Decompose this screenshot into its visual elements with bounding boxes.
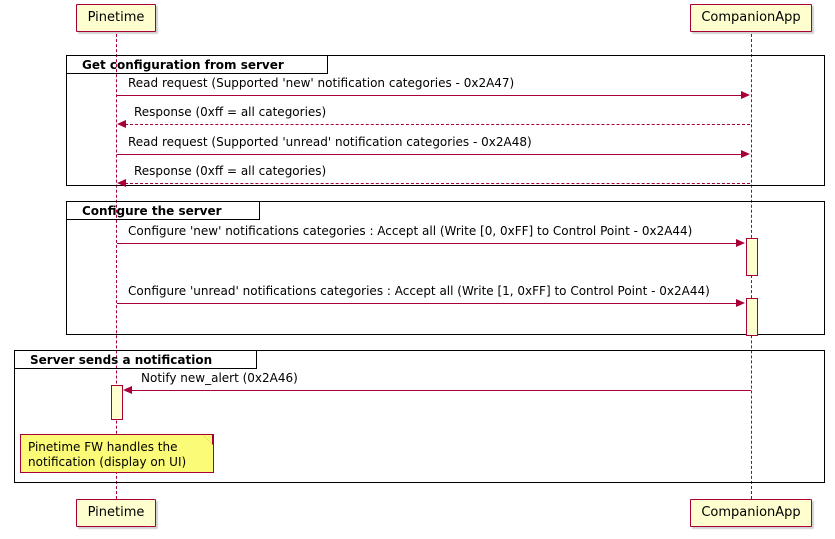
participant-pinetime-bottom[interactable]: Pinetime [76, 499, 156, 527]
activation-pinetime-1 [111, 385, 123, 420]
message-label-response-unread-categories: Response (0xff = all categories) [134, 164, 327, 178]
message-arrow-configure-new [736, 239, 745, 247]
participant-companionapp-top[interactable]: CompanionApp [690, 4, 812, 32]
group-configure-server [66, 201, 825, 335]
message-line-configure-unread [117, 303, 737, 304]
message-label-configure-new: Configure 'new' notifications categories : Accept all (Write [0, 0xFF] to Control Point - 0x2A44) [128, 224, 693, 238]
message-arrow-read-new-categories [741, 91, 750, 99]
group-configure-server-label: Configure the server [82, 204, 222, 218]
message-line-notify-new-alert [131, 390, 751, 391]
message-arrow-notify-new-alert [123, 386, 132, 394]
note-pinetime-fw-handles [20, 434, 214, 473]
participant-pinetime-top[interactable]: Pinetime [76, 4, 156, 32]
message-line-response-new-categories [125, 124, 750, 125]
note-line-1: Pinetime FW handles the [28, 440, 178, 454]
message-line-response-unread-categories [125, 183, 750, 184]
note-line-2: notification (display on UI) [28, 455, 187, 469]
group-server-sends-notification-label: Server sends a notification [30, 353, 213, 367]
message-label-notify-new-alert: Notify new_alert (0x2A46) [141, 371, 298, 385]
message-arrow-configure-unread [736, 299, 745, 307]
message-arrow-read-unread-categories [741, 150, 750, 158]
message-label-response-new-categories: Response (0xff = all categories) [134, 105, 327, 119]
message-label-read-unread-categories: Read request (Supported 'unread' notification categories - 0x2A48) [128, 135, 532, 149]
message-line-read-unread-categories [117, 154, 742, 155]
message-line-read-new-categories [117, 95, 742, 96]
message-line-configure-new [117, 243, 737, 244]
message-label-read-new-categories: Read request (Supported 'new' notification categories - 0x2A47) [128, 76, 515, 90]
message-label-configure-unread: Configure 'unread' notifications categories : Accept all (Write [1, 0xFF] to Control Point - 0x2A44) [128, 284, 710, 298]
activation-companionapp-1 [746, 238, 758, 276]
note-fold-inner-icon [203, 435, 212, 444]
activation-companionapp-2 [746, 298, 758, 336]
participant-companionapp-bottom[interactable]: CompanionApp [690, 499, 812, 527]
group-get-configuration-label: Get configuration from server [82, 58, 284, 72]
message-arrow-response-new-categories [117, 120, 126, 128]
message-arrow-response-unread-categories [117, 179, 126, 187]
